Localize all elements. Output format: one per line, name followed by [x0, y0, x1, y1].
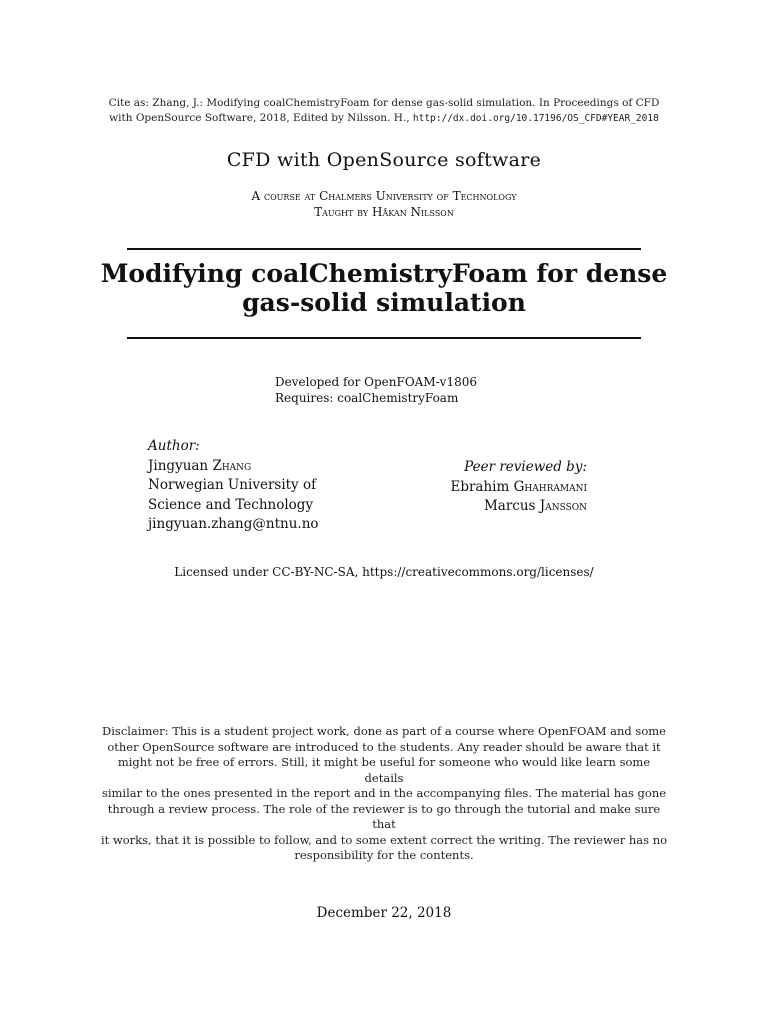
document-title [0, 259, 768, 317]
license-text: Licensed under CC-BY-NC-SA, https://creativecommons.org/licenses/ [174, 565, 594, 579]
citation-line-1: Cite as: Zhang, J.: Modifying coalChemistryFoam for dense gas-solid simulation. In Proceedings of CFD [108, 97, 660, 109]
document-date: December 22, 2018 [316, 905, 452, 921]
title-rule-bottom [127, 337, 641, 339]
citation-text: with OpenSource Software, 2018, Edited by Nilsson. H., [109, 112, 410, 124]
course-subtitle [0, 188, 768, 220]
disclaimer-line: might not be free of errors. Still, it might be useful for someone who would like learn some details [117, 755, 651, 785]
developed-for: Developed for OpenFOAM-v1806 [275, 375, 478, 389]
author-name [148, 457, 319, 477]
author-last-name: Zhang [212, 457, 252, 474]
disclaimer-line: Disclaimer: This is a student project work, done as part of a course where OpenFOAM and some [102, 724, 666, 738]
citation-doi-link[interactable]: http://dx.doi.org/10.17196/OS_CFD#YEAR_2018 [412, 113, 659, 124]
author-first-name: Jingyuan [148, 457, 209, 474]
disclaimer-line: it works, that it is possible to follow, and to some extent correct the writing. The reviewer has no [100, 832, 668, 847]
citation-block [0, 96, 768, 126]
requires: Requires: coalChemistryFoam [275, 391, 459, 405]
author-affiliation-1: Norwegian University of [148, 477, 317, 493]
course-institution: A course at Chalmers University of Technology [251, 189, 517, 203]
reviewer-1 [450, 478, 587, 498]
course-teacher: Taught by Håkan Nilsson [314, 205, 454, 219]
reviewer-first-name: Ebrahim [450, 478, 510, 495]
title-rule-top [127, 248, 641, 250]
reviewers-label: Peer reviewed by: [464, 459, 587, 475]
disclaimer [99, 724, 669, 864]
author-label: Author: [148, 438, 200, 454]
reviewer-last-name: Ghahramani [513, 478, 587, 495]
author-affiliation-2: Science and Technology [148, 496, 314, 513]
reviewer-last-name: Jansson [539, 498, 587, 514]
development-info [275, 374, 477, 406]
disclaimer-line: responsibility for the contents. [294, 848, 474, 862]
reviewer-first-name: Marcus [483, 498, 536, 514]
disclaimer-line: other OpenSource software are introduced to the students. Any reader should be aware that it [107, 739, 661, 754]
author-block [148, 437, 319, 535]
reviewer-2 [450, 497, 587, 517]
course-title: CFD with OpenSource software [226, 149, 542, 171]
title-line-2: gas-solid simulation [242, 288, 526, 317]
title-line-1: Modifying coalChemistryFoam for dense [100, 259, 668, 288]
author-email[interactable]: jingyuan.zhang@ntnu.no [148, 516, 319, 532]
disclaimer-line: similar to the ones presented in the report and in the accompanying files. The material has gone [101, 786, 667, 800]
citation-line-2 [0, 111, 768, 126]
disclaimer-line: through a review process. The role of the reviewer is to go through the tutorial and make sure that [107, 801, 661, 831]
reviewers-block [450, 458, 587, 517]
